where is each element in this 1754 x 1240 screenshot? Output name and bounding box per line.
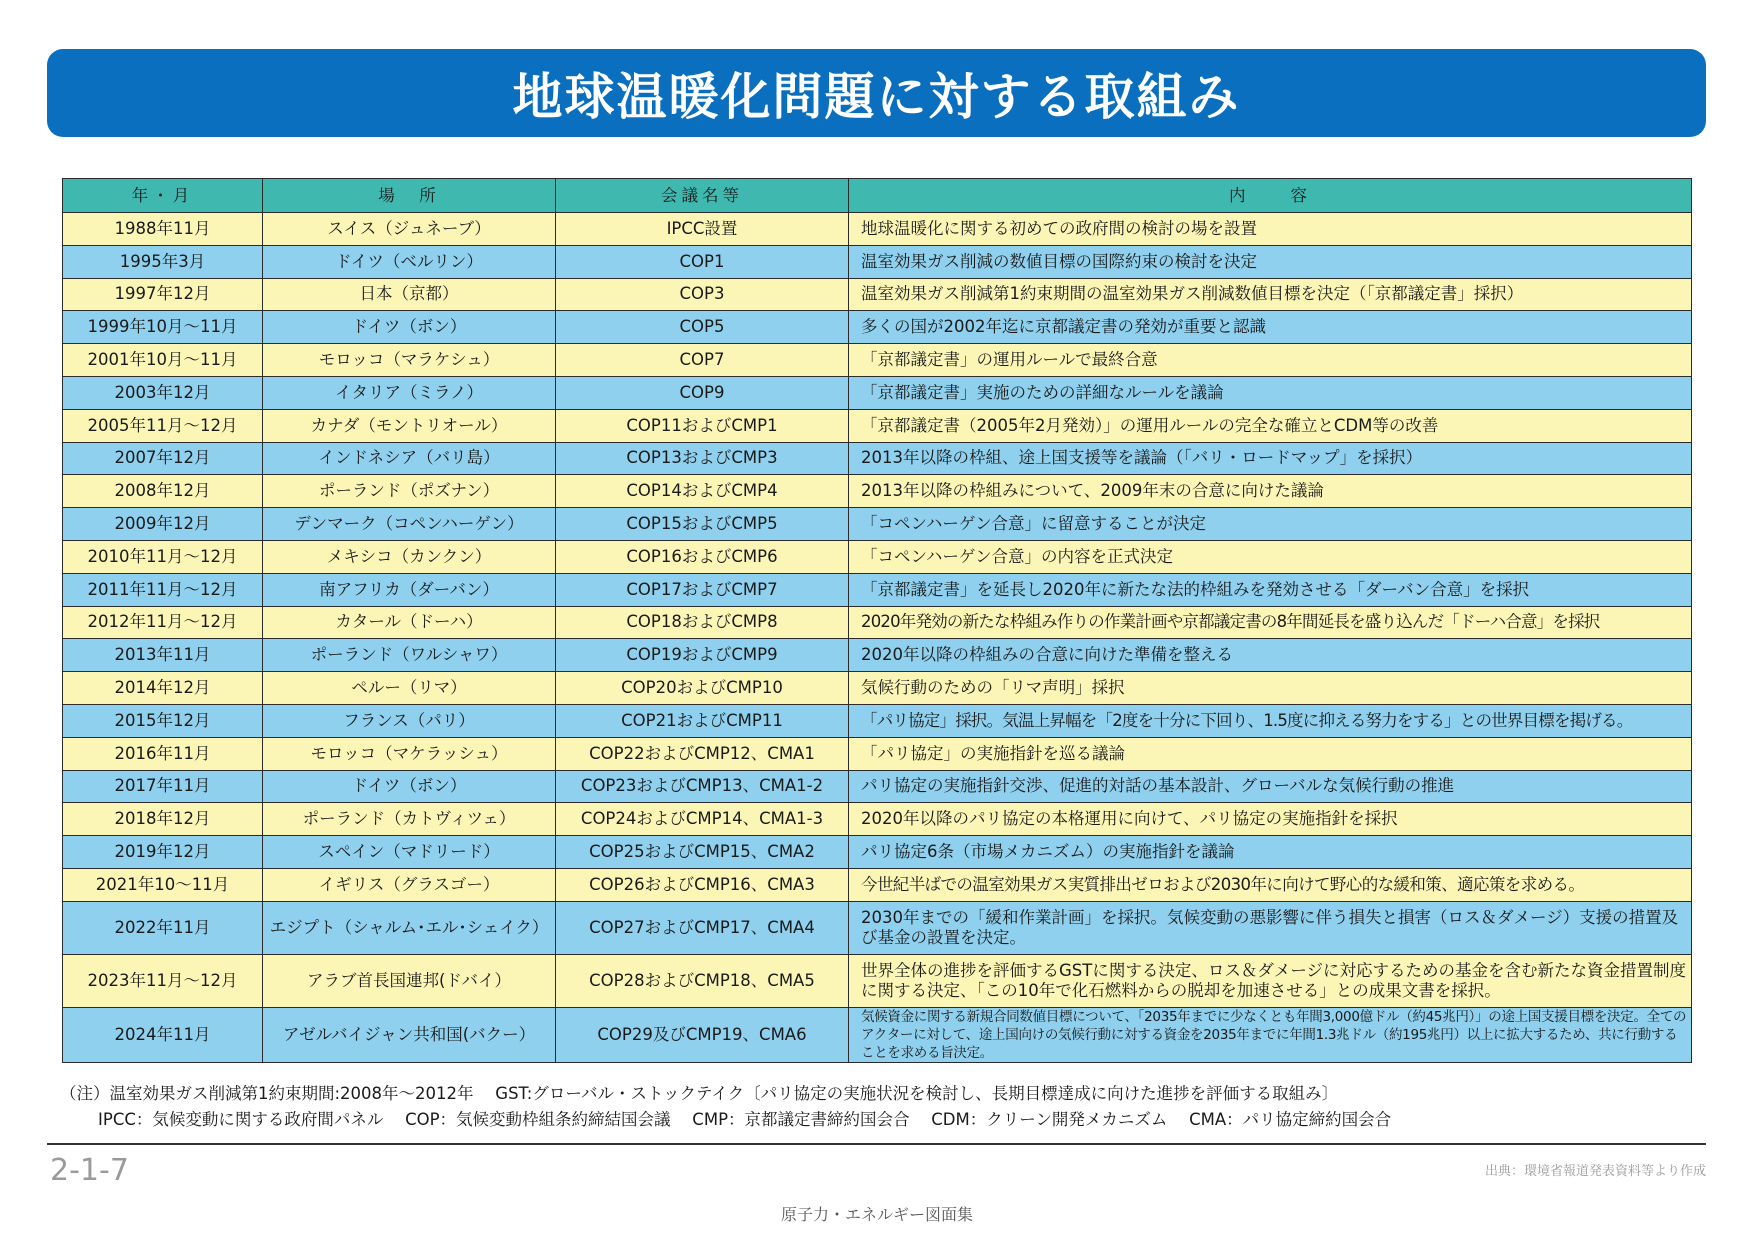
cell-place: イタリア（ミラノ） [263,376,556,409]
cell-date: 2023年11月～12月 [63,954,263,1007]
cell-place: スイス（ジュネーブ） [263,213,556,246]
cell-meeting: COP21およびCMP11 [556,704,849,737]
cell-content: 「コペンハーゲン合意」の内容を正式決定 [849,540,1692,573]
table-header-row [63,179,1692,213]
cell-content: パリ協定6条（市場メカニズム）の実施指針を議論 [849,836,1692,869]
table-row [63,508,1692,541]
cell-date: 2001年10月～11月 [63,344,263,377]
cell-date: 2013年11月 [63,639,263,672]
cell-content: 今世紀半ばでの温室効果ガス実質排出ゼロおよび2030年に向けて野心的な緩和策、適応策を求める。 [849,868,1692,901]
cell-place: 日本（京都） [263,278,556,311]
header-place: 場 所 [263,179,556,213]
table-row [63,344,1692,377]
cell-date: 2019年12月 [63,836,263,869]
cell-content: 世界全体の進捗を評価するGSTに関する決定、ロス＆ダメージに対応するための基金を含む新たな資金措置制度に関する決定、「この10年で化石燃料からの脱却を加速させる」との成果文書を採択。 [849,954,1692,1007]
cell-content: 気候行動のための「リマ声明」採択 [849,672,1692,705]
cell-place: スペイン（マドリード） [263,836,556,869]
cell-meeting: COP18およびCMP8 [556,606,849,639]
cell-meeting: COP3 [556,278,849,311]
cell-content: 地球温暖化に関する初めての政府間の検討の場を設置 [849,213,1692,246]
cell-content: 「パリ協定」採択。気温上昇幅を「2度を十分に下回り、1.5度に抑える努力をする」との世界目標を掲げる。 [849,704,1692,737]
cell-date: 2010年11月～12月 [63,540,263,573]
footer-title: 原子力・エネルギー図面集 [780,1205,973,1224]
cell-place: ドイツ（ボン） [263,311,556,344]
cell-place: モロッコ（マケラッシュ） [263,737,556,770]
cell-place: ペルー（リマ） [263,672,556,705]
cell-meeting: COP9 [556,376,849,409]
cell-meeting: COP14およびCMP4 [556,475,849,508]
cell-place: 南アフリカ（ダーバン） [263,573,556,606]
table-row [63,1007,1692,1062]
cell-place: ポーランド（ワルシャワ） [263,639,556,672]
cell-meeting: COP20およびCMP10 [556,672,849,705]
cell-content: 2020年以降の枠組みの合意に向けた準備を整える [849,639,1692,672]
cell-content: 2013年以降の枠組、途上国支援等を議論（「バリ・ロードマップ」を採択） [849,442,1692,475]
cell-content: 「京都議定書」を延長し2020年に新たな法的枠組みを発効させる「ダーバン合意」を採択 [849,573,1692,606]
table-row [63,901,1692,954]
table-row [63,639,1692,672]
cell-date: 2022年11月 [63,901,263,954]
cell-place: ドイツ（ボン） [263,770,556,803]
notes-line-1: （注）温室効果ガス削減第1約束期間:2008年～2012年 GST:グローバル・ストックテイク〔パリ協定の実施状況を検討し、長期目標達成に向けた進捗を評価する取組み〕 [60,1084,1339,1103]
cell-date: 1999年10月～11月 [63,311,263,344]
page-number: 2-1-7 [50,1153,129,1188]
cell-meeting: COP15およびCMP5 [556,508,849,541]
cell-content: 気候資金に関する新規合同数値目標について、「2035年までに少なくとも年間3,000億ドル（約45兆円）」の途上国支援目標を決定。全てのアクターに対して、途上国向けの気候行動に対する資金を2035年までに年間1.3兆ドル（約195兆円）以上に拡大するため、共に行動することを求める旨決定。 [849,1007,1692,1062]
cell-place: イギリス（グラスゴー） [263,868,556,901]
table-row [63,672,1692,705]
cell-content: 2020年発効の新たな枠組み作りの作業計画や京都議定書の8年間延長を盛り込んだ「ドーハ合意」を採択 [849,606,1692,639]
cell-date: 2003年12月 [63,376,263,409]
title-banner [47,49,1706,137]
cell-content: 「京都議定書（2005年2月発効）」の運用ルールの完全な確立とCDM等の改善 [849,409,1692,442]
cell-content: 2013年以降の枠組みについて、2009年末の合意に向けた議論 [849,475,1692,508]
cell-place: ドイツ（ベルリン） [263,245,556,278]
cell-date: 2018年12月 [63,803,263,836]
divider [47,1143,1706,1145]
table-row [63,606,1692,639]
table-row [63,475,1692,508]
page-title: 地球温暖化問題に対する取組み [512,68,1241,126]
table-row [63,278,1692,311]
notes-line-2: IPCC：気候変動に関する政府間パネル COP：気候変動枠組条約締結国会議 CMP：京都議定書締約国会合 CDM：クリーン開発メカニズム CMA：パリ協定締約国会合 [98,1110,1392,1129]
cell-content: 温室効果ガス削減の数値目標の国際約束の検討を決定 [849,245,1692,278]
table-row [63,868,1692,901]
cell-place: ポーランド（カトヴィツェ） [263,803,556,836]
cell-place: ポーランド（ポズナン） [263,475,556,508]
cell-date: 1997年12月 [63,278,263,311]
table-row [63,540,1692,573]
cell-meeting: COP24およびCMP14、CMA1-3 [556,803,849,836]
cell-place: エジプト（シャルム･エル･シェイク） [263,901,556,954]
cell-meeting: COP7 [556,344,849,377]
cell-place: アゼルバイジャン共和国(バクー） [263,1007,556,1062]
table-row [63,836,1692,869]
table-row [63,954,1692,1007]
cell-meeting: IPCC設置 [556,213,849,246]
cell-meeting: COP5 [556,311,849,344]
cell-meeting: COP22およびCMP12、CMA1 [556,737,849,770]
table-row [63,245,1692,278]
cell-meeting: COP1 [556,245,849,278]
cell-place: カタール（ドーハ） [263,606,556,639]
cell-meeting: COP19およびCMP9 [556,639,849,672]
cell-meeting: COP25およびCMP15、CMA2 [556,836,849,869]
header-meeting: 会議名等 [556,179,849,213]
cell-meeting: COP26およびCMP16、CMA3 [556,868,849,901]
cell-date: 2007年12月 [63,442,263,475]
cell-place: アラブ首長国連邦(ドバイ） [263,954,556,1007]
table-row [63,770,1692,803]
header-date: 年・月 [63,179,263,213]
cell-place: フランス（パリ） [263,704,556,737]
table-row [63,213,1692,246]
cell-date: 2014年12月 [63,672,263,705]
cell-date: 1988年11月 [63,213,263,246]
cell-date: 2009年12月 [63,508,263,541]
cell-place: インドネシア（バリ島） [263,442,556,475]
cell-meeting: COP16およびCMP6 [556,540,849,573]
cell-content: 2030年までの「緩和作業計画」を採択。気候変動の悪影響に伴う損失と損害（ロス＆ダメージ）支援の措置及び基金の設置を決定。 [849,901,1692,954]
table-row [63,737,1692,770]
cell-content: 「京都議定書」実施のための詳細なルールを議論 [849,376,1692,409]
cell-date: 2008年12月 [63,475,263,508]
table-row [63,442,1692,475]
cell-meeting: COP13およびCMP3 [556,442,849,475]
cell-content: パリ協定の実施指針交渉、促進的対話の基本設計、グローバルな気候行動の推進 [849,770,1692,803]
cell-date: 2016年11月 [63,737,263,770]
cell-meeting: COP11およびCMP1 [556,409,849,442]
cell-meeting: COP23およびCMP13、CMA1-2 [556,770,849,803]
cell-content: 「パリ協定」の実施指針を巡る議論 [849,737,1692,770]
cell-date: 2017年11月 [63,770,263,803]
cell-meeting: COP29及びCMP19、CMA6 [556,1007,849,1062]
cell-place: デンマーク（コペンハーゲン） [263,508,556,541]
table-row [63,409,1692,442]
notes [60,1081,1391,1133]
cell-content: 温室効果ガス削減第1約束期間の温室効果ガス削減数値目標を決定（「京都議定書」採択） [849,278,1692,311]
table-row [63,803,1692,836]
cell-meeting: COP28およびCMP18、CMA5 [556,954,849,1007]
cell-date: 1995年3月 [63,245,263,278]
cell-content: 2020年以降のパリ協定の本格運用に向けて、パリ協定の実施指針を採択 [849,803,1692,836]
cell-content: 多くの国が2002年迄に京都議定書の発効が重要と認識 [849,311,1692,344]
cell-content: 「コペンハーゲン合意」に留意することが決定 [849,508,1692,541]
header-content: 内 容 [849,179,1692,213]
climate-timeline-table [62,178,1692,1063]
cell-place: メキシコ（カンクン） [263,540,556,573]
cell-date: 2012年11月～12月 [63,606,263,639]
table-row [63,573,1692,606]
cell-date: 2015年12月 [63,704,263,737]
cell-date: 2005年11月～12月 [63,409,263,442]
table-row [63,704,1692,737]
table-row [63,311,1692,344]
cell-meeting: COP27およびCMP17、CMA4 [556,901,849,954]
cell-date: 2024年11月 [63,1007,263,1062]
table-row [63,376,1692,409]
cell-place: カナダ（モントリオール） [263,409,556,442]
source-note: 出典：環境省報道発表資料等より作成 [1484,1164,1706,1179]
cell-place: モロッコ（マラケシュ） [263,344,556,377]
cell-date: 2011年11月～12月 [63,573,263,606]
cell-date: 2021年10～11月 [63,868,263,901]
cell-meeting: COP17およびCMP7 [556,573,849,606]
cell-content: 「京都議定書」の運用ルールで最終合意 [849,344,1692,377]
